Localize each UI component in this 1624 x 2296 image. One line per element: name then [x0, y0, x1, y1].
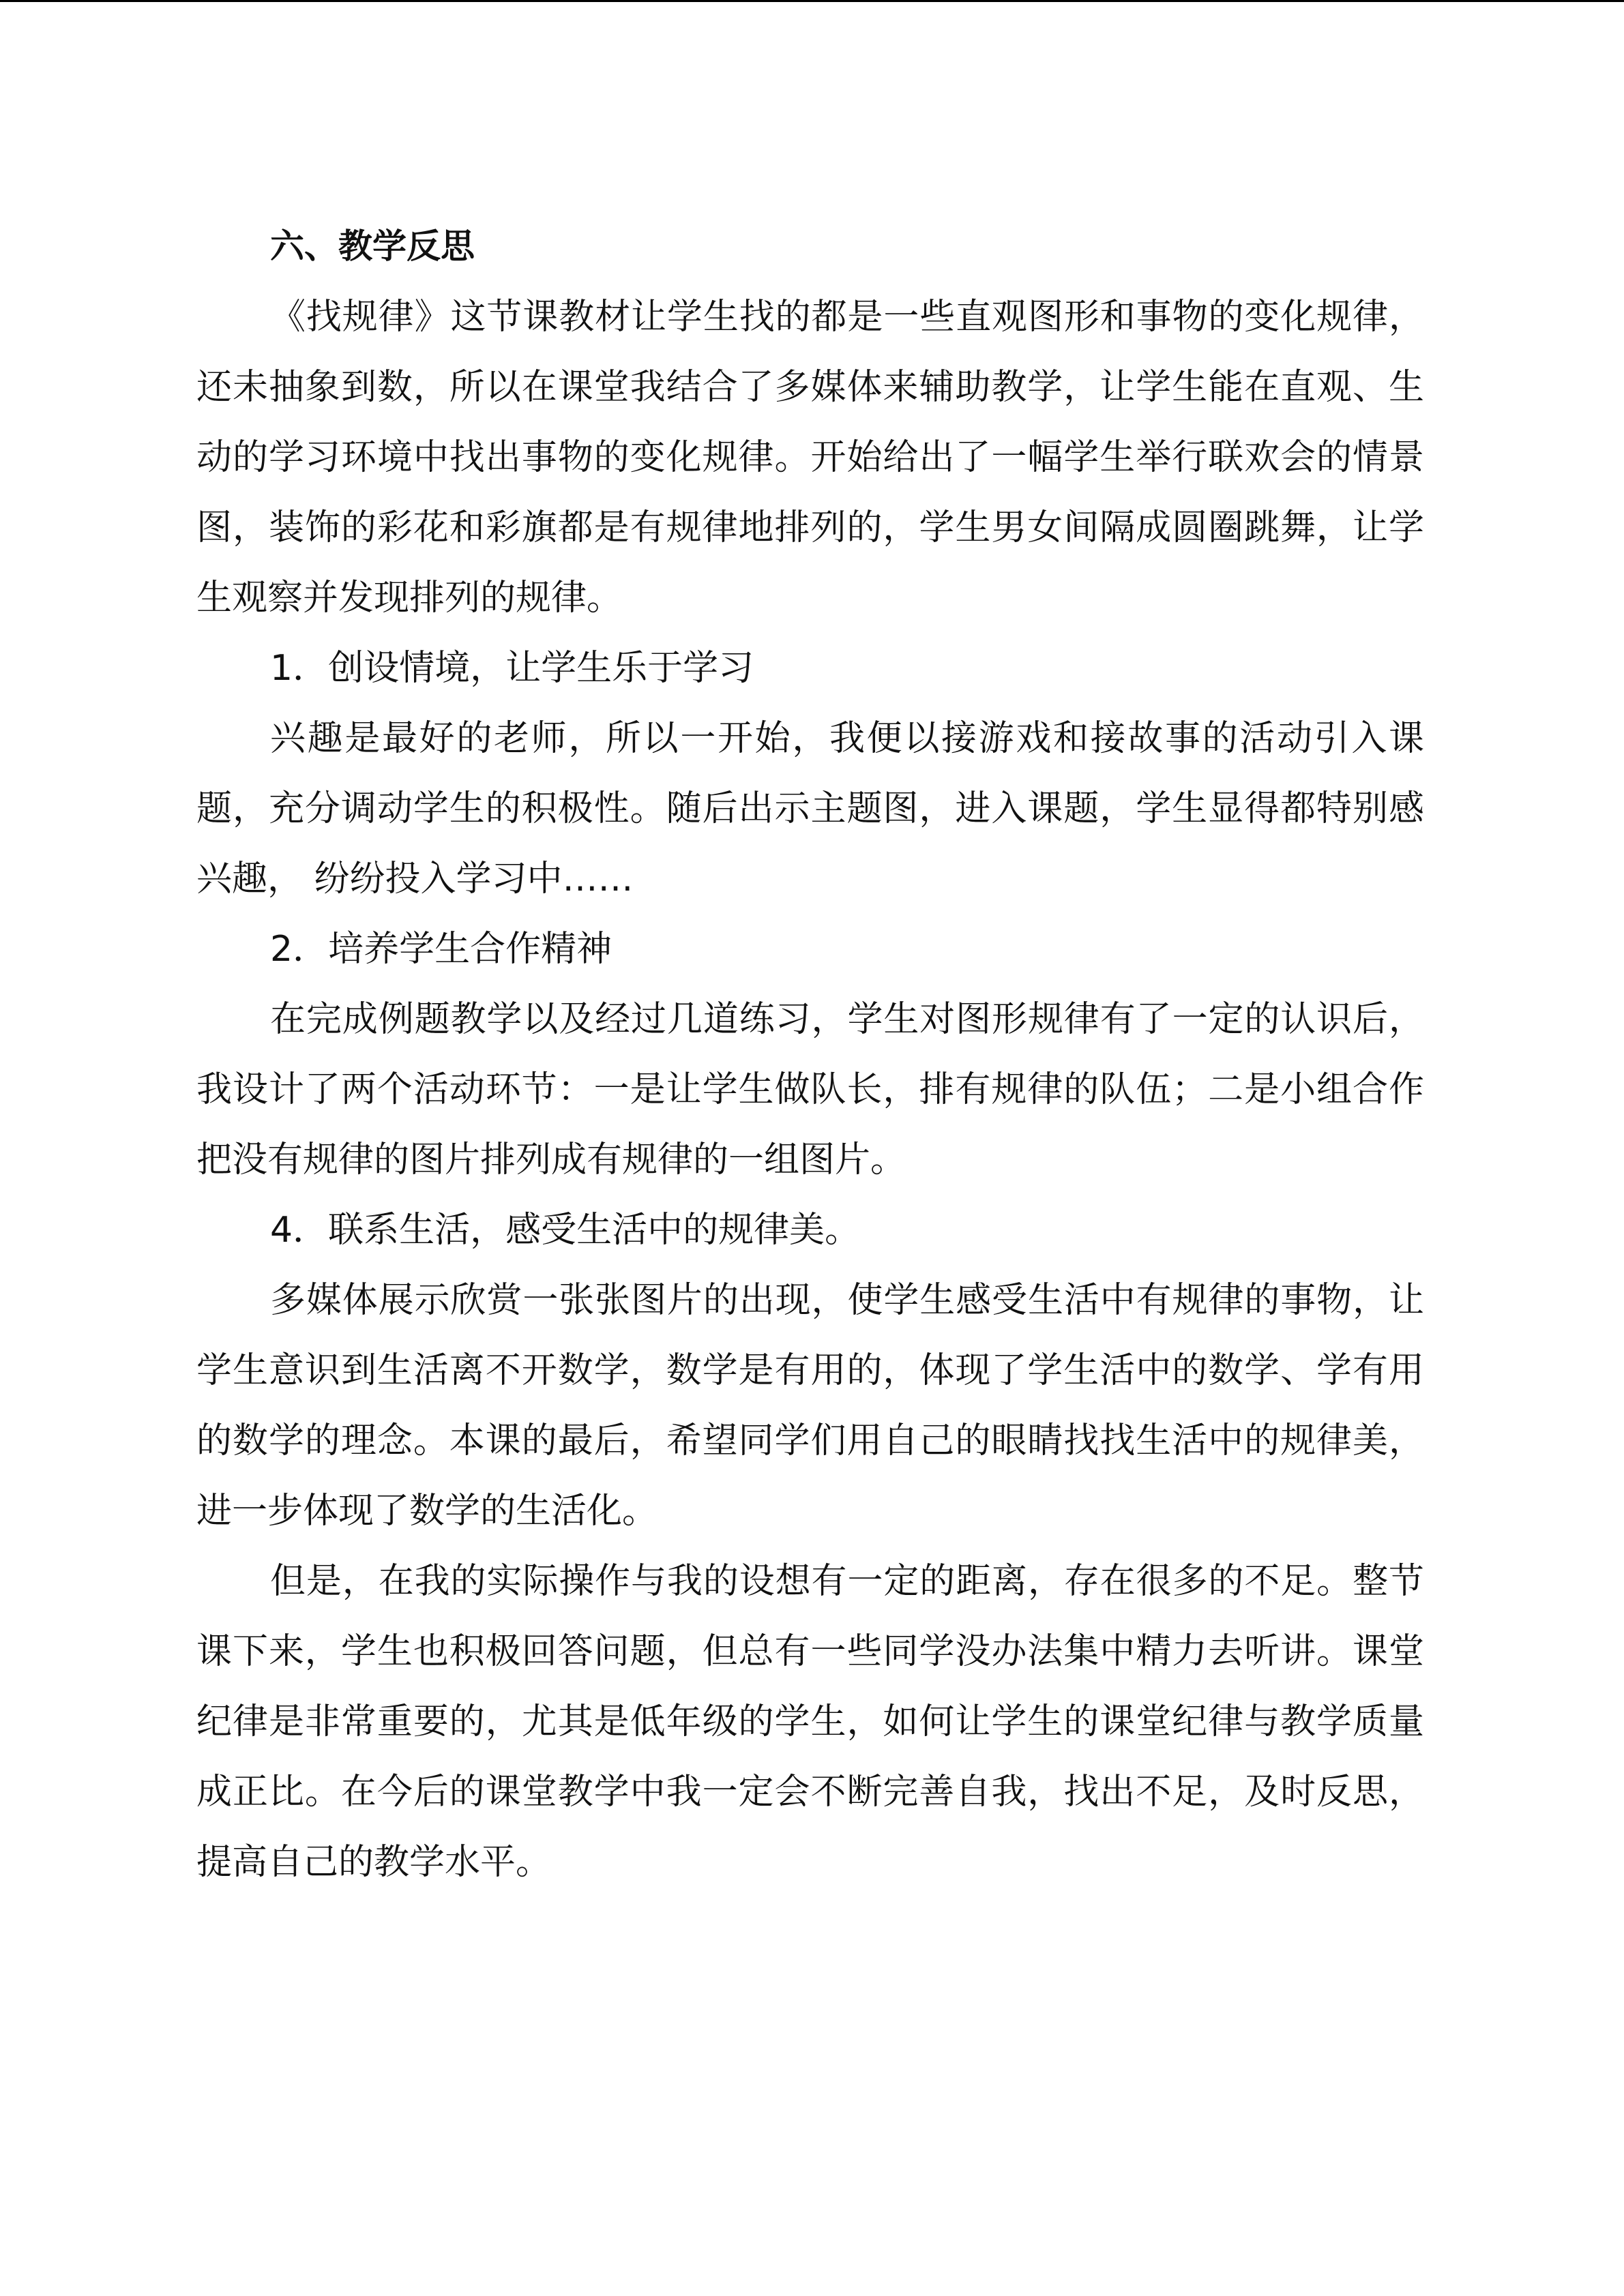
paragraph-interest: 兴趣是最好的老师，所以一开始，我便以接游戏和接故事的活动引入课题，充分调动学生的积极性。随后出示主题图，进入课题，学生显得都特别感兴趣， 纷纷投入学习中……	[196, 718, 1424, 899]
paragraph-cooperation: 在完成例题教学以及经过几道练习，学生对图形规律有了一定的认识后，我设计了两个活动环节：一是让学生做队长，排有规律的队伍；二是小组合作把没有规律的图片排列成有规律的一组图片。	[196, 999, 1424, 1180]
document-page	[196, 210, 1424, 1898]
paragraph-reflection: 但是，在我的实际操作与我的设想有一定的距离，存在很多的不足。整节课下来，学生也积极回答问题，但总有一些同学没办法集中精力去听讲。课堂纪律是非常重要的，尤其是低年级的学生，如何让学生的课堂纪律与教学质量成正比。在今后的课堂教学中我一定会不断完善自我，找出不足，及时反思，提高自己的教学水平。	[196, 1561, 1424, 1883]
list-item-1: 1．创设情境，让学生乐于学习	[270, 648, 754, 689]
section-heading: 六、教学反思	[270, 226, 475, 266]
list-item-2: 2．培养学生合作精神	[270, 929, 612, 970]
paragraph-life: 多媒体展示欣赏一张张图片的出现，使学生感受生活中有规律的事物，让学生意识到生活离不开数学，数学是有用的，体现了学生活中的数学、学有用的数学的理念。本课的最后，希望同学们用自己的眼睛找找生活中的规律美，进一步体现了数学的生活化。	[196, 1280, 1424, 1532]
page-top-border	[0, 0, 1624, 2]
paragraph-intro: 《找规律》这节课教材让学生找的都是一些直观图形和事物的变化规律，还未抽象到数，所以在课堂我结合了多媒体来辅助教学，让学生能在直观、生动的学习环境中找出事物的变化规律。开始给出了一幅学生举行联欢会的情景图，装饰的彩花和彩旗都是有规律地排列的，学生男女间隔成圆圈跳舞，让学生观察并发现排列的规律。	[196, 297, 1424, 618]
list-item-4: 4．联系生活，感受生活中的规律美。	[270, 1210, 861, 1251]
